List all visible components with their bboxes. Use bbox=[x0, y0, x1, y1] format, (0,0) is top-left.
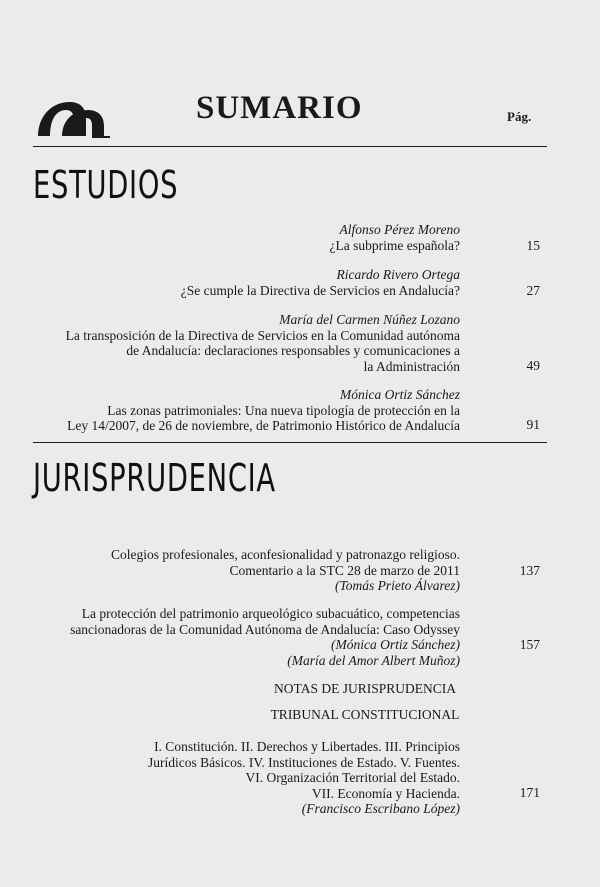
toc-entry[interactable] bbox=[30, 267, 460, 298]
entry-author: (María del Amor Albert Muñoz) bbox=[287, 652, 460, 668]
section-heading-estudios: ESTUDIOS bbox=[33, 163, 179, 207]
toc-entry[interactable] bbox=[30, 547, 460, 594]
page-column-label: Pág. bbox=[507, 109, 532, 124]
section-divider bbox=[33, 442, 547, 443]
entry-page-number: 137 bbox=[519, 563, 540, 578]
entry-title-line: Colegios profesionales, aconfesionalidad y patronazgo religioso. bbox=[110, 547, 460, 562]
entry-author: Mónica Ortiz Sánchez bbox=[340, 387, 460, 402]
entry-title-line: VII. Economía y Hacienda. bbox=[311, 785, 460, 801]
entry-page-number: 27 bbox=[526, 283, 540, 298]
entry-title-line: sancionadoras de la Comunidad Autónoma de Andalucía: Caso Odyssey bbox=[70, 621, 460, 637]
notas-heading: NOTAS DE JURISPRUDENCIA bbox=[274, 681, 456, 696]
entry-title-line: ¿La subprime española? bbox=[329, 237, 460, 253]
entry-author: (Mónica Ortiz Sánchez) bbox=[331, 637, 460, 652]
header-divider bbox=[33, 146, 547, 147]
toc-entry[interactable] bbox=[30, 222, 460, 253]
entry-title-line: Las zonas patrimoniales: Una nueva tipología de protección en la bbox=[107, 402, 460, 418]
entry-author: María del Carmen Núñez Lozano bbox=[279, 312, 460, 327]
toc-entry[interactable] bbox=[30, 606, 460, 668]
page-title: SUMARIO bbox=[196, 90, 363, 126]
entry-title-line: ¿Se cumple la Directiva de Servicios en Andalucía? bbox=[180, 282, 460, 298]
entry-title-line: VI. Organización Territorial del Estado. bbox=[245, 770, 460, 785]
entry-author: (Tomás Prieto Álvarez) bbox=[335, 578, 460, 593]
entry-title-line: La protección del patrimonio arqueológico subacuático, competencias bbox=[81, 606, 460, 621]
journal-logo-icon bbox=[36, 96, 112, 140]
entry-page-number: 49 bbox=[526, 358, 540, 373]
entry-page-number: 15 bbox=[526, 238, 540, 253]
section-heading-jurisprudencia: JURISPRUDENCIA bbox=[33, 456, 276, 500]
toc-entry[interactable] bbox=[30, 739, 460, 817]
entry-title-line: de Andalucía: declaraciones responsables y comunicaciones a bbox=[126, 343, 460, 358]
entry-title-line: La transposición de la Directiva de Servicios en la Comunidad autónoma bbox=[65, 327, 460, 343]
toc-entry[interactable] bbox=[30, 312, 460, 374]
entry-title-line: Comentario a la STC 28 de marzo de 2011 bbox=[229, 562, 460, 578]
entry-title-line: la Administración bbox=[363, 358, 460, 374]
tribunal-heading: TRIBUNAL CONSTITUCIONAL bbox=[270, 707, 460, 722]
entry-page-number: 91 bbox=[526, 417, 540, 432]
entry-page-number: 157 bbox=[519, 637, 540, 652]
entry-title-line: Ley 14/2007, de 26 de noviembre, de Patrimonio Histórico de Andalucía bbox=[67, 418, 460, 433]
entry-author: (Francisco Escribano López) bbox=[301, 801, 460, 816]
entry-page-number: 171 bbox=[519, 785, 540, 800]
entry-author: Ricardo Rivero Ortega bbox=[336, 267, 460, 282]
toc-entry[interactable] bbox=[30, 387, 460, 434]
entry-title-line: I. Constitución. II. Derechos y Libertades. III. Principios bbox=[154, 739, 460, 754]
entry-title-line: Jurídicos Básicos. IV. Instituciones de Estado. V. Fuentes. bbox=[148, 754, 460, 770]
entry-author: Alfonso Pérez Moreno bbox=[339, 222, 460, 237]
